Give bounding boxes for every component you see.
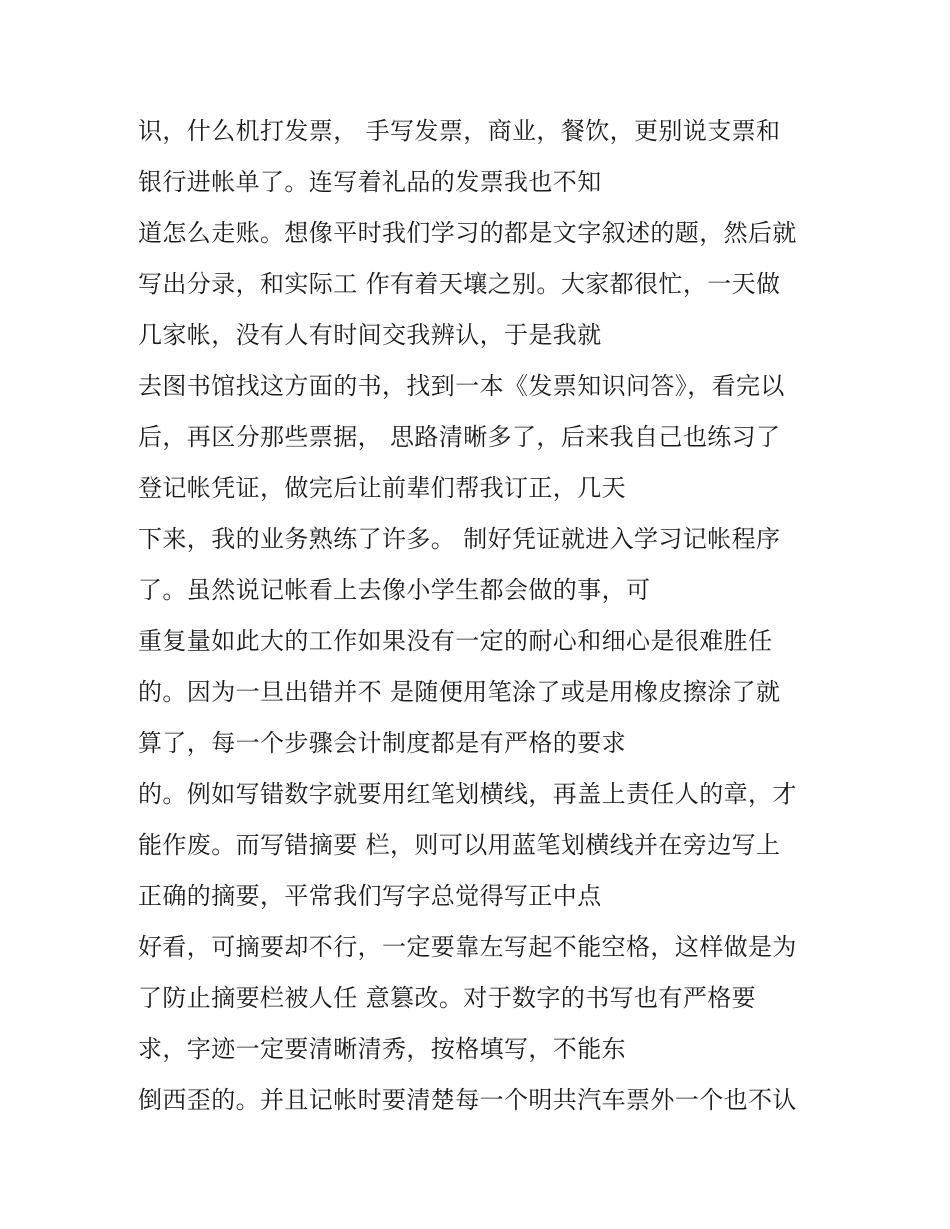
text-line-9: 下来，我的业务熟练了许多。 制好凭证就进入学习记帐程序 [138,525,781,553]
body-text [138,106,838,1126]
text-line-15: 能作废。而写错摘要 栏，则可以用蓝笔划横线并在旁边写上 [138,831,781,859]
text-line-17: 好看，可摘要却不行，一定要靠左写起不能空格，这样做是为 [138,933,797,961]
text-line-5: 几家帐，没有人有时间交我辨认，于是我就 [138,321,602,349]
text-line-18: 了防止摘要栏被人任 意篡改。对于数字的书写也有严格要 [138,984,757,1012]
text-line-11: 重复量如此大的工作如果没有一定的耐心和细心是很难胜任 [138,627,773,655]
text-line-12: 的。因为一旦出错并不 是随便用笔涂了或是用橡皮擦涂了就 [138,678,781,706]
text-line-7: 后，再区分那些票据， 思路清晰多了，后来我自己也练习了 [138,423,781,451]
text-line-3: 道怎么走账。想像平时我们学习的都是文字叙述的题，然后就 [138,219,797,247]
text-line-14: 的。例如写错数字就要用红笔划横线，再盖上责任人的章，才 [138,780,797,808]
text-line-4: 写出分录，和实际工 作有着天壤之别。大家都很忙，一天做 [138,270,781,298]
text-line-8: 登记帐凭证，做完后让前辈们帮我订正，几天 [138,474,626,502]
text-line-10: 了。虽然说记帐看上去像小学生都会做的事，可 [138,576,651,604]
text-line-13: 算了，每一个步骤会计制度都是有严格的要求 [138,729,626,757]
text-line-6: 去图书馆找这方面的书，找到一本《发票知识问答》，看完以 [138,372,785,400]
text-line-20: 倒西歪的。并且记帐时要清楚每一个明共汽车票外一个也不认 [138,1086,797,1114]
text-line-2: 银行进帐单了。连写着礼品的发票我也不知 [138,168,602,196]
text-line-19: 求，字迹一定要清晰清秀，按格填写，不能东 [138,1035,626,1063]
text-line-1: 识，什么机打发票， 手写发票，商业，餐饮，更别说支票和 [138,117,781,145]
text-line-16: 正确的摘要，平常我们写字总觉得写正中点 [138,882,602,910]
